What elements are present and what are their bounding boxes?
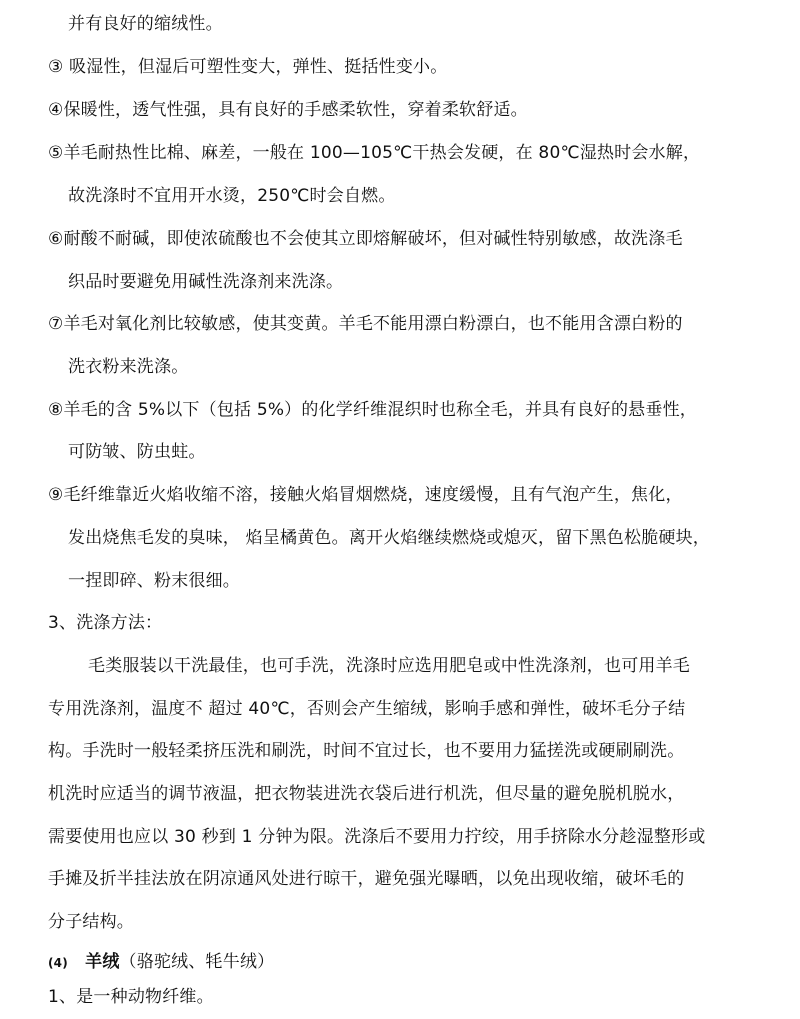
text-line: ⑤羊毛耐热性比棉、麻差，一般在 100—105℃干热会发硬，在 80℃湿热时会水解， [48, 143, 701, 163]
text-line: 并有良好的缩绒性。 [68, 14, 223, 34]
paragraph-line: 机洗时应适当的调节液温，把衣物装进洗衣袋后进行机洗，但尽量的避免脱机脱水， [48, 784, 685, 804]
subheading-number: (4) [48, 956, 68, 970]
paragraph-line: 构。手洗时一般轻柔挤压洗和刷洗，时间不宜过长，也不要用力猛搓洗或硬刷刷洗。 [48, 741, 685, 761]
paragraph-line: 毛类服装以干洗最佳，也可手洗，洗涤时应选用肥皂或中性洗涤剂，也可用羊毛 [88, 656, 690, 676]
section-heading: 3、洗涤方法： [48, 613, 163, 633]
text-line: ③ 吸湿性，但湿后可塑性变大，弹性、挺括性变小。 [48, 57, 448, 77]
text-line: ⑧羊毛的含 5%以下（包括 5%）的化学纤维混织时也称全毛，并具有良好的悬垂性， [48, 400, 697, 420]
text-line: ④保暖性，透气性强，具有良好的手感柔软性，穿着柔软舒适。 [48, 100, 528, 120]
text-line: 一捏即碎、粉末很细。 [68, 571, 240, 591]
text-line: 1、是一种动物纤维。 [48, 987, 214, 1007]
subheading-4 [48, 951, 274, 974]
text-line: ⑨毛纤维靠近火焰收缩不溶，接触火焰冒烟燃烧，速度缓慢，且有气泡产生，焦化， [48, 485, 683, 505]
text-line: 可防皱、防虫蛀。 [68, 442, 206, 462]
paragraph-line: 需要使用也应以 30 秒到 1 分钟为限。洗涤后不要用力拧绞，用手挤除水分趁湿整形或 [48, 827, 706, 847]
text-line: 故洗涤时不宜用开水烫，250℃时会自燃。 [68, 186, 396, 206]
subheading-subtitle: （骆驼绒、牦牛绒） [119, 952, 275, 972]
paragraph-line: 分子结构。 [48, 912, 134, 932]
text-line: ⑦羊毛对氧化剂比较敏感，使其变黄。羊毛不能用漂白粉漂白，也不能用含漂白粉的 [48, 314, 683, 334]
subheading-title: 羊绒 [85, 952, 120, 972]
paragraph-line: 专用洗涤剂，温度不 超过 40℃，否则会产生缩绒，影响手感和弹性，破坏毛分子结 [48, 699, 686, 719]
text-line: 发出烧焦毛发的臭味， 焰呈橘黄色。离开火焰继续燃烧或熄灭，留下黑色松脆硬块， [68, 528, 711, 548]
text-line: 织品时要避免用碱性洗涤剂来洗涤。 [68, 272, 344, 292]
text-line: 洗衣粉来洗涤。 [68, 357, 189, 377]
paragraph-line: 手摊及折半挂法放在阴凉通风处进行晾干，避免强光曝晒，以免出现收缩，破坏毛的 [48, 869, 685, 889]
text-line: ⑥耐酸不耐碱，即使浓硫酸也不会使其立即熔解破坏，但对碱性特别敏感，故洗涤毛 [48, 229, 683, 249]
